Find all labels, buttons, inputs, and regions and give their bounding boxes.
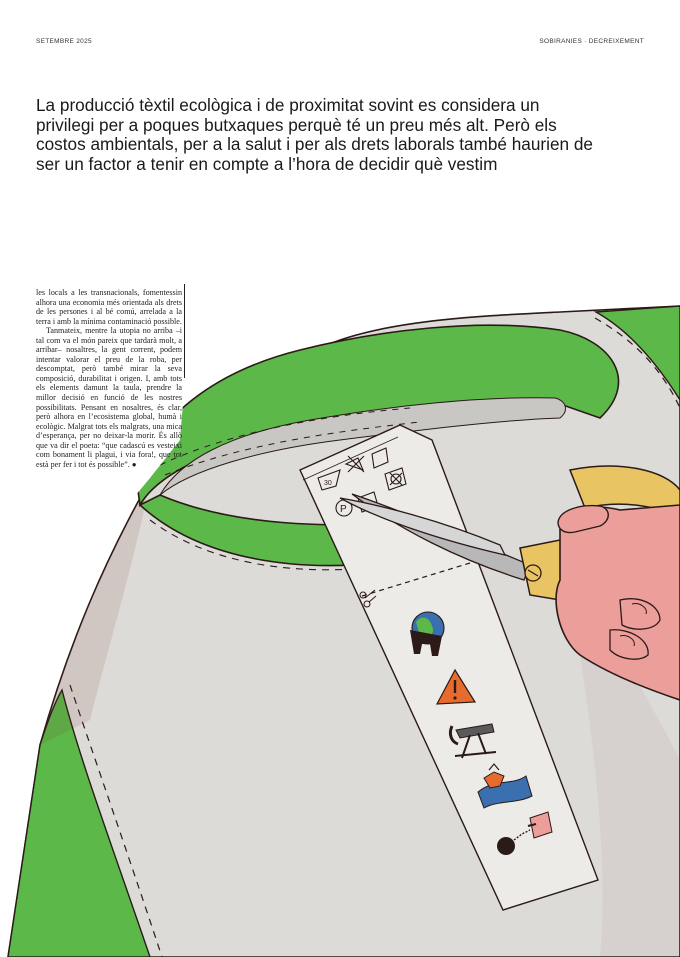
body-paragraph-2 — [36, 326, 182, 469]
symbol-p: P — [340, 504, 347, 515]
body-paragraph-2-text: Tanmateix, mentre la utopia no arriba –i tal com va el món pareix que tardarà molt, a arribar– nosaltres, la gent corrent, podem intentar valorar el preu de la roba, per descomptat, però també mirar la seva composició, durabilitat i origen. I, amb tots els elements damunt la taula, prendre la millor decisió en funció de les nostres possibilitats. Pensant en nosaltres, és clar, però alhora en l’ecosistema global, humà i ecològic. Malgrat tots els malgrats, una mica d’esperança, per no deixar-la morir. És allò que va dir el poeta: “que cadascú es vesteixi com bonament li plagui, i via fora!, que tot està per fer i tot és possible”. — [36, 326, 182, 469]
end-mark: ● — [131, 459, 137, 469]
article-body — [36, 288, 182, 469]
body-paragraph-1: les locals a les transnacionals, fomentessin alhora una economia més orientada als drets de les persones i al bé comú, arrelada a la terra i amb la mínima contaminació possible. — [36, 288, 182, 326]
standfirst: La producció tèxtil ecològica i de proximitat sovint es considera un privilegi per a poques butxaques perquè té un preu més alt. Però els costos ambientals, per a la salut i per als drets laborals també haurien de ser un factor a tenir en compte a l’hora de decidir què vestim — [36, 95, 593, 174]
wash-temp-label: 30 — [324, 480, 332, 487]
section-label: SOBIRANIES · DECREIXEMENT — [539, 38, 644, 45]
issue-date: SETEMBRE 2025 — [36, 38, 92, 45]
column-rule — [184, 284, 185, 378]
